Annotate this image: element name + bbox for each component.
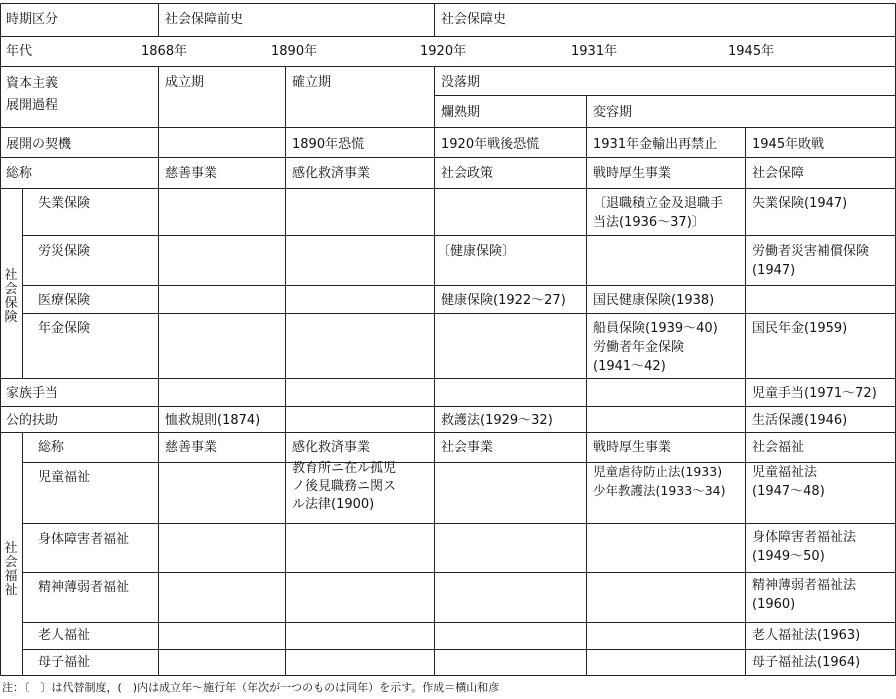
year-1868: 1868年 <box>141 44 188 59</box>
mother-child-welfare-label: 母子福祉 <box>38 655 91 670</box>
footnote: 注：〔 〕は代替制度，( )内は成立年～施行年（年次が一つのものは同年）を示す。作成＝横山和彦 <box>2 681 500 694</box>
public-assistance-shakai: 生活保護(1946) <box>752 413 848 428</box>
summary-cell: 社会保障 <box>752 166 805 181</box>
disabled-welfare-label: 身体障害者福祉 <box>38 532 130 547</box>
welfare-summary-label: 総称 <box>38 440 65 455</box>
trigger-1945: 1945年敗戦 <box>752 137 825 152</box>
welfare-summary-cell: 社会福祉 <box>752 440 805 455</box>
accident-shakai: 労働者災害補償保険 (1947) <box>752 244 870 278</box>
pre-history-label: 社会保障前史 <box>165 12 244 27</box>
stage-label: 資本主義 展開過程 <box>6 76 59 113</box>
accident-ranjuku: 〔健康保険〕 <box>437 244 516 259</box>
summary-cell: 感化救済事業 <box>292 166 371 181</box>
summary-cell: 社会政策 <box>441 166 494 181</box>
trigger-1931: 1931年金輸出再禁止 <box>593 137 718 152</box>
welfare-summary-cell: 慈善事業 <box>165 440 218 455</box>
period-label: 時期区分 <box>6 12 59 27</box>
summary-cell: 慈善事業 <box>165 166 218 181</box>
unemployment-label: 失業保険 <box>38 196 91 211</box>
family-allowance-shakai: 児童手当(1971～72) <box>752 386 877 401</box>
stage-decline: 没落期 <box>441 75 481 90</box>
welfare-summary-cell: 社会事業 <box>441 440 494 455</box>
public-assistance-label: 公的扶助 <box>6 413 59 428</box>
year-1890: 1890年 <box>271 44 318 59</box>
stage-transform: 変容期 <box>593 105 633 120</box>
mental-welfare-label: 精神薄弱者福祉 <box>38 580 130 595</box>
mental-welfare-shakai: 精神薄弱者福祉法 (1960) <box>752 578 857 612</box>
year-1931: 1931年 <box>571 44 618 59</box>
summary-label: 総称 <box>6 166 33 181</box>
stage-formation: 成立期 <box>165 75 205 90</box>
stage-mature: 爛熟期 <box>441 105 481 120</box>
pension-shakai: 国民年金(1959) <box>752 321 848 336</box>
medical-henyo: 国民健康保険(1938) <box>593 293 715 308</box>
stage-establishment: 確立期 <box>292 75 332 90</box>
welfare-summary-cell: 感化救済事業 <box>292 440 371 455</box>
social-insurance-group-label: 社 会 保 険 <box>4 268 18 325</box>
year-1920: 1920年 <box>420 44 467 59</box>
child-welfare-shakai: 児童福祉法 (1947～48) <box>752 465 825 499</box>
trigger-label: 展開の契機 <box>6 137 72 152</box>
family-allowance-label: 家族手当 <box>6 386 59 401</box>
history-label: 社会保障史 <box>441 12 507 27</box>
elderly-welfare-label: 老人福祉 <box>38 628 91 643</box>
pension-label: 年金保険 <box>38 321 91 336</box>
child-welfare-henyo: 児童虐待防止法(1933) 少年教護法(1933～34) <box>593 464 726 498</box>
disabled-welfare-shakai: 身体障害者福祉法 (1949～50) <box>752 530 857 564</box>
welfare-summary-cell: 戦時厚生事業 <box>593 440 672 455</box>
public-assistance-seiritsu: 恤救規則(1874) <box>165 413 261 428</box>
child-welfare-label: 児童福祉 <box>38 470 91 485</box>
trigger-1890: 1890年恐慌 <box>292 137 365 152</box>
unemployment-shakai: 失業保険(1947) <box>752 196 848 211</box>
social-welfare-group-label: 社 会 福 祉 <box>4 541 18 598</box>
era-label: 年代 <box>6 44 33 59</box>
year-1945: 1945年 <box>728 44 775 59</box>
mother-child-welfare-shakai: 母子福祉法(1964) <box>752 655 861 670</box>
pension-henyo: 船員保険(1939～40) 労働者年金保険 (1941～42) <box>593 321 718 374</box>
summary-cell: 戦時厚生事業 <box>593 166 672 181</box>
elderly-welfare-shakai: 老人福祉法(1963) <box>752 628 861 643</box>
public-assistance-ranjuku: 救護法(1929～32) <box>441 413 553 428</box>
medical-ranjuku: 健康保険(1922～27) <box>441 293 566 308</box>
child-welfare-kakuritsu: 教育所ニ在ル孤児 ノ後見職務ニ関ス ル法律(1900) <box>292 461 397 512</box>
trigger-1920: 1920年戦後恐慌 <box>441 137 540 152</box>
accident-label: 労災保険 <box>38 244 91 259</box>
unemployment-henyo: 〔退職積立金及退職手 当法(1936～37)〕 <box>593 196 724 230</box>
medical-label: 医療保険 <box>38 293 91 308</box>
